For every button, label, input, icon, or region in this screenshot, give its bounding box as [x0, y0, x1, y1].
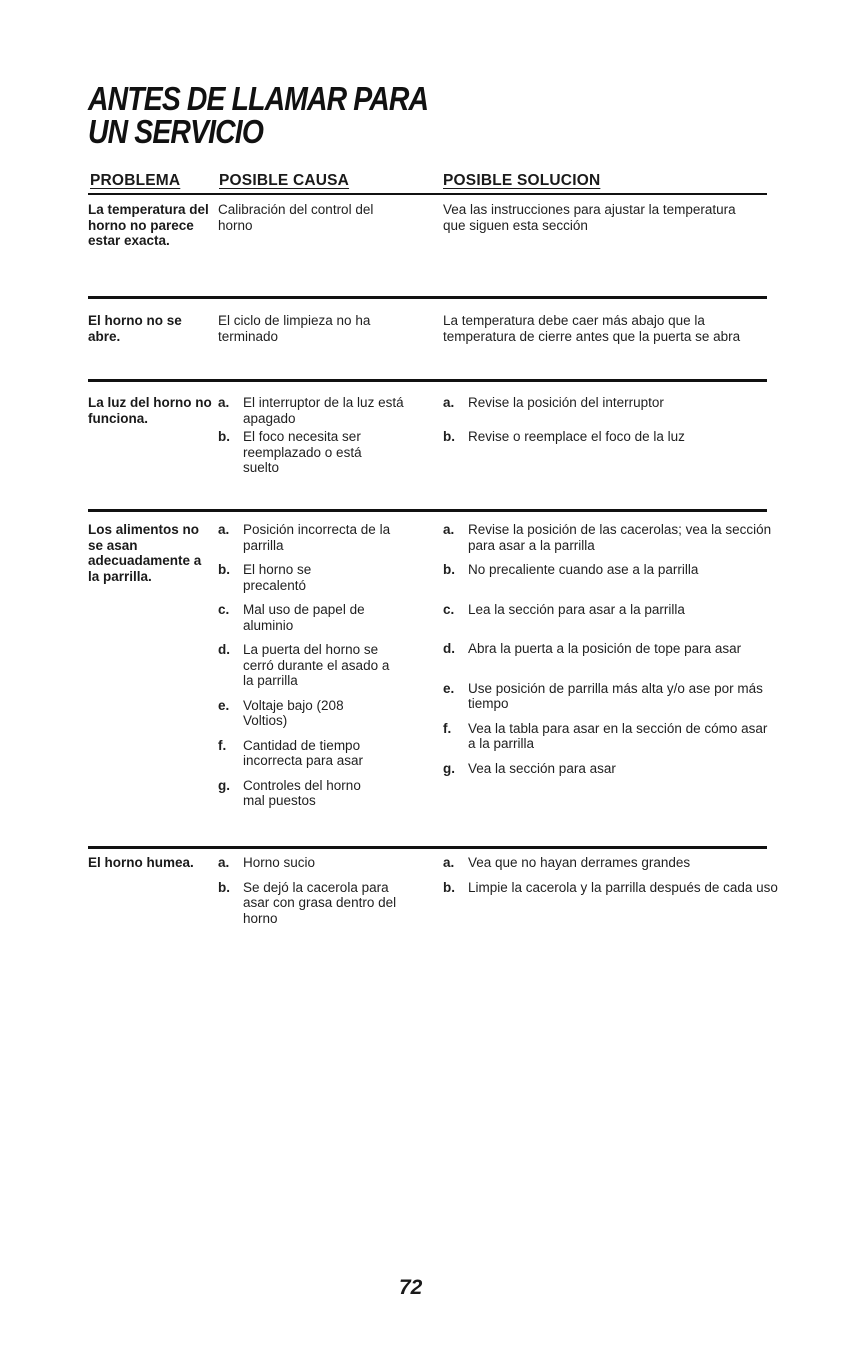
cause-item [218, 602, 413, 633]
cause-item [218, 738, 383, 769]
item-text: Abra la puerta a la posición de tope para asar [468, 641, 742, 656]
item-letter: c. [443, 601, 455, 617]
item-text: Posición incorrecta de la parrilla [243, 522, 391, 553]
item-letter: a. [443, 522, 455, 537]
item-text: El interruptor de la luz está apagado [243, 395, 404, 426]
item-letter: a. [218, 522, 230, 537]
header-cause: POSIBLE CAUSA [219, 172, 350, 189]
page-number: 72 [399, 1276, 423, 1299]
item-text: Revise o reemplace el foco de la luz [468, 428, 685, 444]
item-text: Vea que no hayan derrames grandes [468, 855, 691, 870]
item-text: Revise la posición del interruptor [468, 395, 664, 410]
item-letter: f. [218, 737, 227, 753]
solution-item [443, 880, 798, 896]
problem-broiling: Los alimentos no se asan adecuadamente a la parrilla. [88, 522, 202, 584]
row-divider [88, 846, 767, 849]
item-text: Vea la tabla para asar en la sección de cómo asar a la parrilla [468, 720, 768, 751]
item-letter: a. [443, 395, 455, 410]
item-text: Se dejó la cacerola para asar con grasa dentro del horno [243, 879, 397, 926]
header-solution: POSIBLE SOLUCION [443, 172, 601, 189]
cause-item [218, 855, 418, 871]
cause-list-0 [218, 202, 388, 233]
header-problem: PROBLEMA [90, 172, 181, 189]
item-letter: b. [218, 429, 230, 444]
problem-door: El horno no se abre. [88, 313, 182, 344]
title-line-1: ANTES DE LLAMAR PARA [88, 80, 429, 117]
header-divider [88, 193, 767, 195]
problem-temperature: La temperatura del horno no parece estar exacta. [88, 202, 209, 248]
cause-text: El ciclo de limpieza no ha terminado [218, 313, 371, 344]
cause-item [218, 562, 353, 593]
cause-item [218, 880, 403, 927]
solution-item [443, 429, 773, 445]
item-letter: d. [218, 642, 230, 657]
item-text: Use posición de parrilla más alta y/o ase por más tiempo [468, 680, 763, 711]
item-letter: g. [443, 760, 455, 776]
solution-item [443, 522, 773, 553]
title-line-2: UN SERVICIO [88, 113, 264, 150]
item-text: No precaliente cuando ase a la parrilla [468, 562, 699, 577]
item-text: Cantidad de tiempo incorrecta para asar [243, 737, 364, 768]
solution-text: La temperatura debe caer más abajo que la temperatura de cierre antes que la puerta se abra [443, 313, 741, 344]
solution-item [443, 761, 773, 777]
cause-list-1 [218, 313, 398, 344]
item-letter: b. [218, 879, 230, 895]
solution-item [443, 562, 773, 578]
solution-list-0 [443, 202, 743, 233]
item-letter: b. [443, 879, 455, 895]
cause-item [218, 778, 383, 809]
solution-text: Vea las instrucciones para ajustar la temperatura que siguen esta sección [443, 202, 736, 233]
solution-item [443, 855, 773, 871]
item-letter: b. [443, 428, 455, 444]
item-letter: c. [218, 602, 230, 617]
row-divider [88, 379, 767, 382]
solution-list-1 [443, 313, 773, 344]
item-text: El horno se precalentó [243, 562, 312, 593]
cause-text: Calibración del control del horno [218, 202, 374, 233]
solution-item [443, 641, 758, 657]
solution-item [443, 395, 773, 411]
item-letter: d. [443, 641, 455, 656]
row-divider [88, 509, 767, 512]
item-text: El foco necesita ser reemplazado o está suelto [243, 429, 362, 475]
cause-item [218, 698, 383, 729]
solution-item [443, 602, 773, 618]
item-text: Controles del horno mal puestos [243, 777, 361, 808]
item-letter: b. [443, 562, 455, 577]
item-text: Revise la posición de las cacerolas; vea la sección para asar a la parrilla [468, 522, 772, 553]
item-text: Voltaje bajo (208 Voltios) [243, 697, 344, 728]
solution-list-3 [443, 522, 773, 776]
solution-list-4 [443, 855, 778, 895]
item-text: Limpie la cacerola y la parrilla después de cada uso [468, 879, 778, 895]
item-letter: g. [218, 777, 230, 793]
solution-item [443, 721, 773, 752]
cause-list-4 [218, 855, 418, 926]
item-letter: e. [218, 697, 230, 713]
problem-light: La luz del horno no funciona. [88, 395, 212, 426]
item-letter: f. [443, 720, 452, 736]
item-letter: e. [443, 680, 455, 696]
cause-item [218, 522, 413, 553]
problem-smoke: El horno humea. [88, 855, 194, 870]
item-text: Mal uso de papel de aluminio [243, 602, 365, 633]
item-letter: a. [443, 855, 455, 870]
page-title [88, 82, 604, 148]
cause-list-3 [218, 522, 418, 809]
item-text: La puerta del horno se cerró durante el asado a la parrilla [243, 642, 390, 688]
cause-item [218, 395, 418, 426]
column-headers [0, 172, 864, 194]
item-text: Horno sucio [243, 855, 316, 870]
solution-item [443, 681, 768, 712]
cause-list-2 [218, 395, 418, 476]
cause-item [218, 642, 403, 689]
item-letter: a. [218, 395, 230, 410]
item-text: Vea la sección para asar [468, 760, 616, 776]
item-text: Lea la sección para asar a la parrilla [468, 601, 685, 617]
item-letter: b. [218, 562, 230, 577]
solution-list-2 [443, 395, 773, 444]
item-letter: a. [218, 855, 230, 870]
row-divider [88, 296, 767, 299]
cause-item [218, 429, 373, 476]
